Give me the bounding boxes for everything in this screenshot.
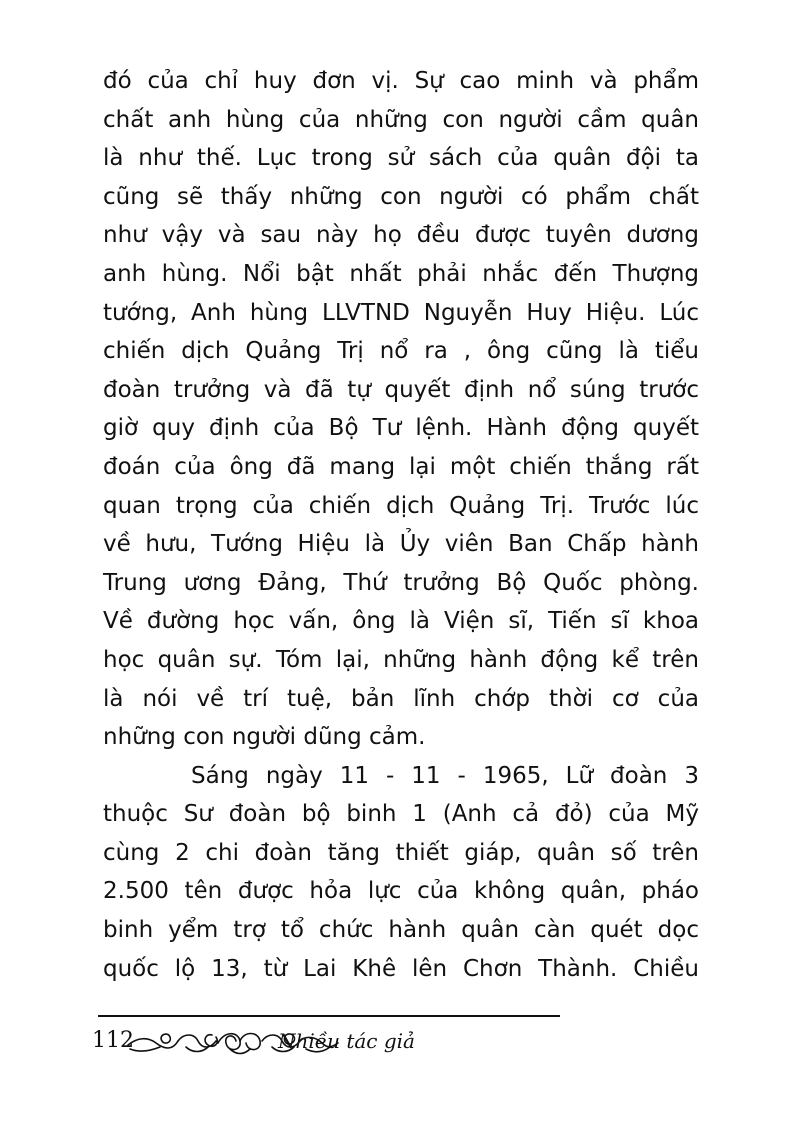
text-line: anh hùng. Nổi bật nhất phải nhắc đến Thượng [103,260,699,287]
text-line: là như thế. Lục trong sử sách của quân đội ta [103,145,699,172]
text-line: là nói về trí tuệ, bản lĩnh chớp thời cơ của [103,685,699,712]
footer-rule [98,1015,560,1017]
footer-author: Nhiều tác giả [278,1029,415,1053]
text-line: Sáng ngày 11 - 11 - 1965, Lữ đoàn 3 [191,762,699,789]
text-line: Về đường học vấn, ông là Viện sĩ, Tiến sĩ khoa [103,608,699,635]
text-line: cùng 2 chi đoàn tăng thiết giáp, quân số trên [103,839,699,866]
text-line: Trung ương Đảng, Thứ trưởng Bộ Quốc phòng. [103,569,699,596]
text-line: tướng, Anh hùng LLVTND Nguyễn Huy Hiệu. Lúc [103,299,699,326]
text-line: chiến dịch Quảng Trị nổ ra , ông cũng là tiểu [103,338,699,365]
text-line: đó của chỉ huy đơn vị. Sự cao minh và phẩm [103,68,699,94]
text-line: về hưu, Tướng Hiệu là Ủy viên Ban Chấp hành [103,531,699,558]
page-footer [92,1015,572,1065]
text-line: cũng sẽ thấy những con người có phẩm chất [103,183,699,210]
text-line: đoán của ông đã mang lại một chiến thắng rất [103,453,699,480]
text-line: đoàn trưởng và đã tự quyết định nổ súng trước [103,376,699,403]
page-number: 112 [92,1028,134,1053]
text-line: binh yểm trợ tổ chức hành quân càn quét dọc [103,917,699,944]
text-line: những con người dũng cảm. [103,724,426,751]
text-line: chất anh hùng của những con người cầm quân [103,106,699,133]
text-line: quan trọng của chiến dịch Quảng Trị. Trước lúc [103,492,699,519]
text-line: 2.500 tên được hỏa lực của không quân, pháo [103,878,699,905]
text-line: học quân sự. Tóm lại, những hành động kể trên [103,646,699,673]
body-text [103,62,699,988]
text-line: quốc lộ 13, từ Lai Khê lên Chơn Thành. Chiều [103,955,699,982]
text-line: giờ quy định của Bộ Tư lệnh. Hành động quyết [103,415,699,442]
text-line: thuộc Sư đoàn bộ binh 1 (Anh cả đỏ) của Mỹ [103,801,699,828]
text-line: như vậy và sau này họ đều được tuyên dương [103,222,699,249]
